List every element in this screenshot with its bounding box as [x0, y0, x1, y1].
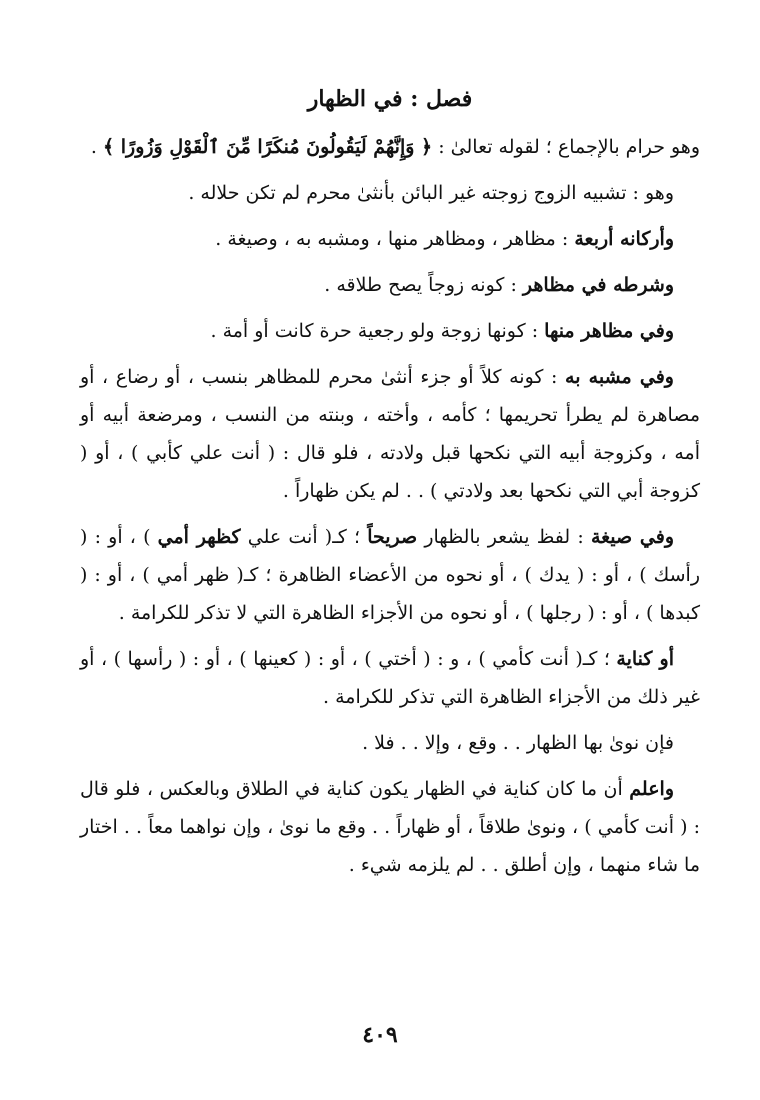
paragraph-intention: فإن نوىٰ بها الظهار . . وقع ، وإلا . . فلا .	[362, 732, 674, 754]
paragraph-lead: وفي صيغة	[590, 526, 674, 548]
paragraph-text: : كونه زوجاً يصح طلاقه .	[324, 274, 523, 296]
paragraph-note	[80, 770, 700, 884]
page-number: ٤٠٩	[362, 1022, 398, 1048]
paragraph-condition-compared	[80, 358, 700, 510]
paragraph-lead: وفي مظاهر منها	[544, 320, 674, 342]
paragraph-text: : كونها زوجة ولو رجعية حرة كانت أو أمة .	[210, 320, 545, 342]
emphasis-explicit: صريحاً	[367, 526, 418, 548]
page-body	[80, 70, 700, 892]
paragraph-allusion	[80, 640, 700, 716]
paragraph-text: : لفظ يشعر بالظهار	[417, 526, 591, 548]
paragraph-prohibition	[80, 128, 700, 166]
paragraph-condition-husband	[80, 266, 700, 304]
paragraph-text: أن ما كان كناية في الظهار يكون كناية في الطلاق وبالعكس ، فلو قال : ( أنت كأمي ) ، ونوىٰ طلاقاً ، أو ظهاراً . . وقع ما نوىٰ ، وإن نواهما معاً . . اختار ما شاء منهما ، وإن أطلق . . لم يلزمه شيء .	[80, 778, 700, 876]
paragraph-lead: وأركانه أربعة	[574, 228, 674, 250]
paragraph-text: ؛ كـ( أنت كأمي ) ، و : ( أختي ) ، أو : ( كعينها ) ، أو : ( رأسها ) ، أو غير ذلك من الأجزاء الظاهرة التي تذكر للكرامة .	[80, 648, 700, 708]
paragraph-end: .	[90, 136, 103, 158]
paragraph-text: ؛ كـ( أنت علي	[240, 526, 368, 548]
paragraph-text: : كونه كلاً أو جزء أنثىٰ محرم للمظاهر بنسب ، أو رضاع ، أو مصاهرة لم يطرأ تحريمها ؛ كأمه ، وأخته ، وبنته من النسب ، ومرضعة أبيه أو أمه ، وكزوجة أبيه التي نكحها قبل ولادته ، فلو قال : ( أنت علي كأبي ) ، أو ( كزوجة أبي التي نكحها بعد ولادتي ) . . لم يكن ظهاراً .	[80, 366, 700, 502]
section-title: فصل : في الظهار	[307, 86, 473, 112]
paragraph-text: وهو حرام بالإجماع ؛ لقوله تعالىٰ :	[432, 136, 700, 158]
paragraph-lead: وشرطه في مظاهر	[522, 274, 674, 296]
paragraph-pillars	[80, 220, 700, 258]
paragraph-lead: أو كناية	[616, 648, 674, 670]
emphasis-phrase: كظهر أمي	[157, 526, 241, 548]
paragraph-text: ) ، أو : ( رأسك ) ، أو : ( يدك ) ، أو نحوه من الأعضاء الظاهرة ؛ كـ( ظهر أمي ) ، أو : ( كبدها ) ، أو : ( رجلها ) ، أو نحوه من الأجزاء الظاهرة التي لا تذكر للكرامة .	[80, 526, 700, 624]
quran-verse: ﴿ وَإِنَّهُمْ لَيَقُولُونَ مُنكَرًا مِّنَ ٱلْقَوْلِ وَزُورًا ﴾	[103, 136, 433, 158]
paragraph-lead: وفي مشبه به	[565, 366, 674, 388]
paragraph-condition-formula	[80, 518, 700, 632]
paragraph-lead: واعلم	[629, 778, 674, 800]
paragraph-condition-wife	[80, 312, 700, 350]
paragraph-text: : مظاهر ، ومظاهر منها ، ومشبه به ، وصيغة .	[215, 228, 575, 250]
paragraph-definition: وهو : تشبيه الزوج زوجته غير البائن بأنثىٰ محرم لم تكن حلاله .	[188, 182, 674, 204]
